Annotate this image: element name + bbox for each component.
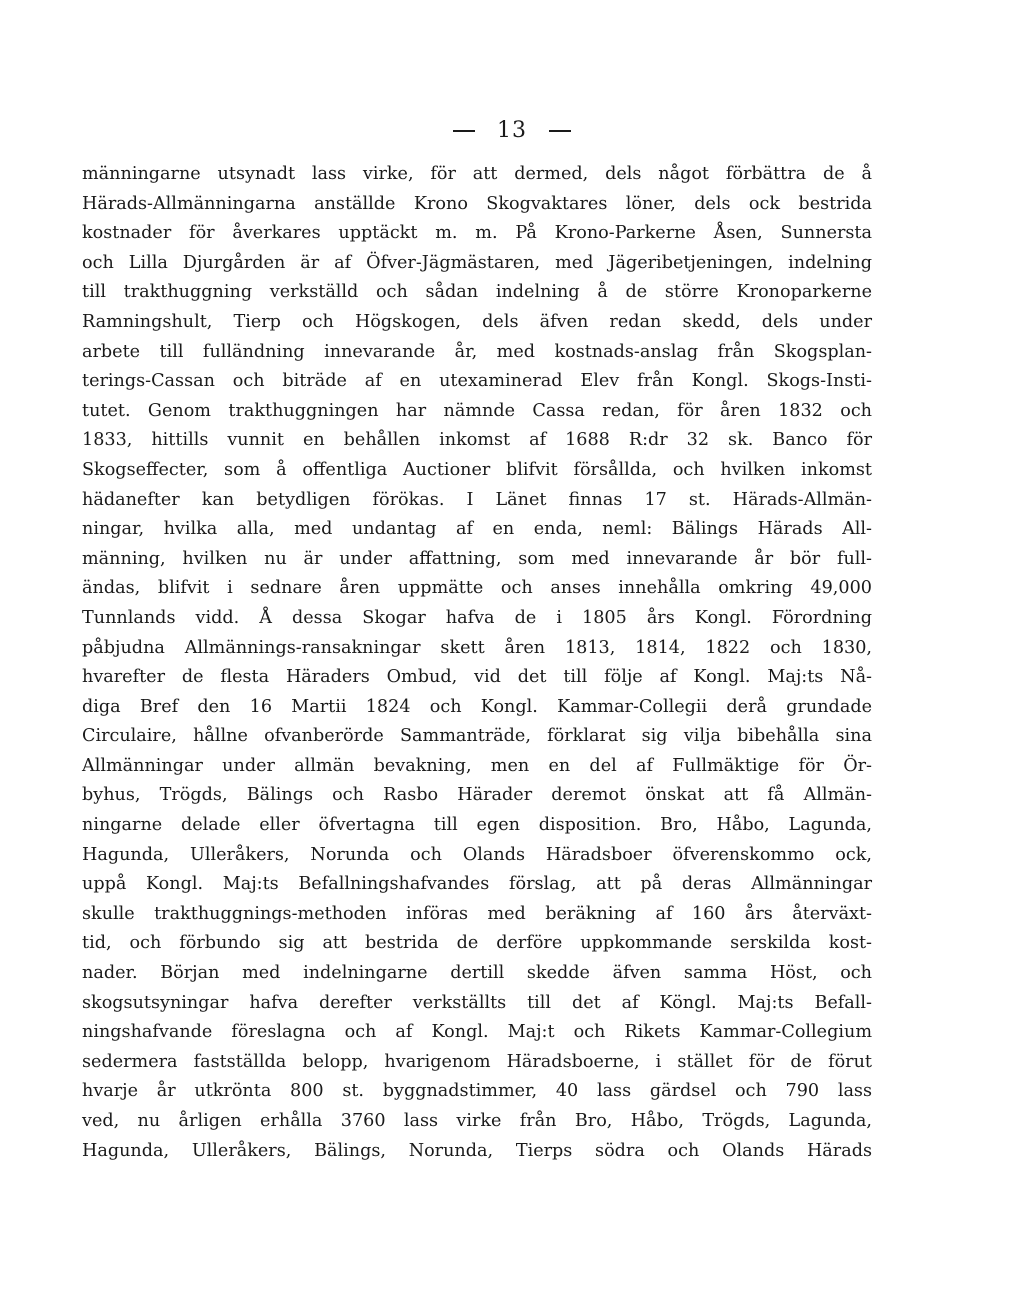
- text-line: männing, hvilken nu är under affattning, som med innevarande år bör full-: [82, 548, 872, 569]
- text-line: 1833, hittills vunnit en behållen inkomst af 1688 R:dr 32 sk. Banco för: [82, 430, 872, 451]
- text-line: tid, och förbundo sig att bestrida de derföre uppkommande serskilda kost-: [82, 933, 872, 954]
- text-line: Ramningshult, Tierp och Högskogen, dels äfven redan skedd, dels under: [82, 311, 872, 332]
- text-line: ändas, blifvit i sednare åren uppmätte och anses innehålla omkring 49,000: [82, 578, 872, 599]
- text-line: tutet. Genom trakthuggningen har nämnde Cassa redan, för åren 1832 och: [82, 400, 872, 421]
- text-line: Hagunda, Ulleråkers, Norunda och Olands Häradsboer öfverenskommo ock,: [82, 844, 872, 865]
- text-line: Härads-Allmänningarna anställde Krono Skogvaktares löner, dels ock bestrida: [82, 193, 872, 214]
- text-line: och Lilla Djurgården är af Öfver-Jägmästaren, med Jägeribetjeningen, indelning: [82, 252, 872, 273]
- text-line: hädanefter kan betydligen förökas. I Länet finnas 17 st. Härads-Allmän-: [82, 489, 872, 510]
- text-line: skogsutsyningar hafva derefter verkställts till det af Köngl. Maj:ts Befall-: [82, 992, 872, 1013]
- text-line: Allmänningar under allmän bevakning, men en del af Fullmäktige för Ör-: [82, 755, 872, 776]
- text-line: ningshafvande föreslagna och af Kongl. Maj:t och Rikets Kammar-Collegium: [82, 1022, 872, 1043]
- text-line: Tunnlands vidd. Å dessa Skogar hafva de i 1805 års Kongl. Förordning: [82, 607, 872, 628]
- text-line: byhus, Trögds, Bälings och Rasbo Härader deremot önskat att få Allmän-: [82, 785, 872, 806]
- text-line: Skogseffecter, som å offentliga Auctioner blifvit försållda, och hvilken inkomst: [82, 459, 872, 480]
- text-line: till trakthuggning verkställd och sådan indelning å de större Kronoparkerne: [82, 282, 872, 303]
- text-line: kostnader för åverkares upptäckt m. m. På Krono-Parkerne Åsen, Sunnersta: [82, 223, 872, 244]
- text-line: Hagunda, Ulleråkers, Bälings, Norunda, Tierps södra och Olands Härads: [82, 1140, 872, 1161]
- text-line: diga Bref den 16 Martii 1824 och Kongl. Kammar-Collegii derå grundade: [82, 696, 872, 717]
- text-line: skulle trakthuggnings-methoden införas med beräkning af 160 års återväxt-: [82, 903, 872, 924]
- text-line: ningar, hvilka alla, med undantag af en enda, neml: Bälings Härads All-: [82, 519, 872, 540]
- header-dash-left: [453, 130, 475, 132]
- text-line: terings-Cassan och biträde af en utexaminerad Elev från Kongl. Skogs-Insti-: [82, 371, 872, 392]
- text-line: uppå Kongl. Maj:ts Befallningshafvandes förslag, att på deras Allmänningar: [82, 874, 872, 895]
- text-line: männingarne utsynadt lass virke, för att dermed, dels något förbättra de å: [82, 164, 872, 184]
- text-line: ningarne delade eller öfvertagna till egen disposition. Bro, Håbo, Lagunda,: [82, 815, 872, 836]
- page-header: [0, 118, 1024, 143]
- body-text: [82, 160, 872, 1166]
- text-line: ved, nu årligen erhålla 3760 lass virke från Bro, Håbo, Trögds, Lagunda,: [82, 1111, 872, 1131]
- text-line: arbete till fulländning innevarande år, med kostnads-anslag från Skogsplan-: [82, 341, 872, 362]
- page-number: 13: [497, 118, 527, 143]
- text-line: påbjudna Allmännings-ransakningar skett åren 1813, 1814, 1822 och 1830,: [82, 637, 872, 658]
- text-line: sedermera fastställda belopp, hvarigenom Häradsboerne, i stället för de förut: [82, 1051, 872, 1072]
- text-line: hvarje år utkrönta 800 st. byggnadstimmer, 40 lass gärdsel och 790 lass: [82, 1081, 872, 1102]
- text-line: hvarefter de flesta Häraders Ombud, vid det till följe af Kongl. Maj:ts Nå-: [82, 667, 872, 688]
- text-line: Circulaire, hållne ofvanberörde Sammanträde, förklarat sig vilja bibehålla sina: [82, 726, 872, 747]
- header-dash-right: [549, 130, 571, 132]
- text-line: nader. Början med indelningarne dertill skedde äfven samma Höst, och: [82, 963, 872, 984]
